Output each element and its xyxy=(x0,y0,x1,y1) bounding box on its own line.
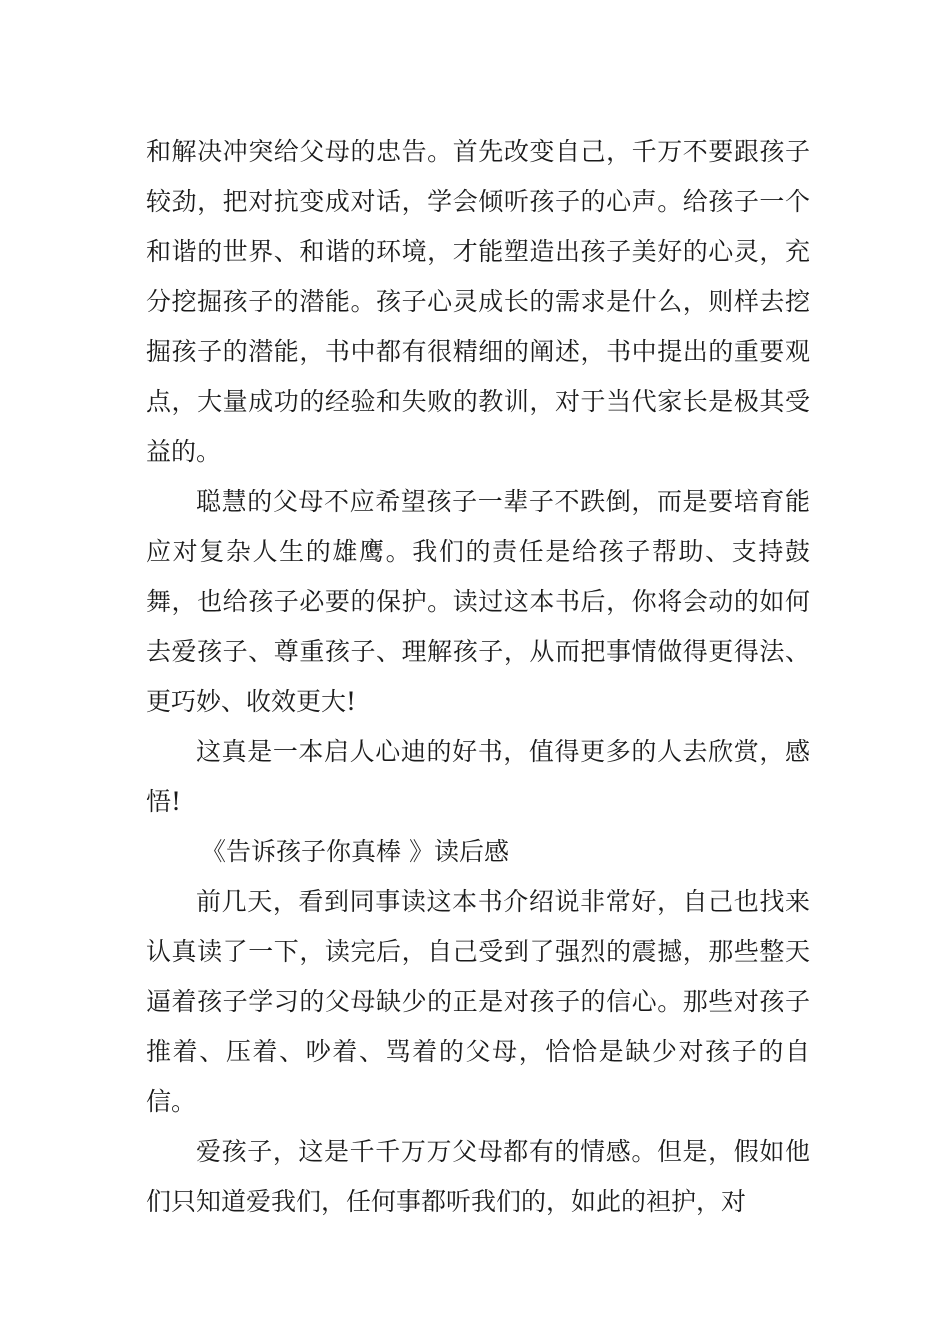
paragraph: 前几天，看到同事读这本书介绍说非常好，自己也找来认真读了一下，读完后，自己受到了强烈的震撼，那些整天逼着孩子学习的父母缺少的正是对孩子的信心。那些对孩子推着、压着、吵着、骂着的父母，恰恰是缺少对孩子的自信。 xyxy=(146,887,810,1116)
document-body xyxy=(146,127,810,1227)
paragraph: 聪慧的父母不应希望孩子一辈子不跌倒，而是要培育能应对复杂人生的雄鹰。我们的责任是给孩子帮助、支持鼓舞，也给孩子必要的保护。读过这本书后，你将会动的如何去爱孩子、尊重孩子、理解孩子，从而把事情做得更得法、更巧妙、收效更大! xyxy=(146,487,810,716)
paragraph-continuation: 和解决冲突给父母的忠告。首先改变自己，千万不要跟孩子较劲，把对抗变成对话，学会倾听孩子的心声。给孩子一个和谐的世界、和谐的环境，才能塑造出孩子美好的心灵，充分挖掘孩子的潜能。孩子心灵成长的需求是什么，则样去挖掘孩子的潜能，书中都有很精细的阐述，书中提出的重要观点，大量成功的经验和失败的教训，对于当代家长是极其受益的。 xyxy=(146,137,810,466)
paragraph: 爱孩子，这是千千万万父母都有的情感。但是，假如他们只知道爱我们，任何事都听我们的，如此的袒护，对 xyxy=(146,1137,810,1216)
section-heading: 《告诉孩子你真棒 》读后感 xyxy=(201,837,509,866)
paragraph: 这真是一本启人心迪的好书，值得更多的人去欣赏，感悟! xyxy=(146,737,810,816)
